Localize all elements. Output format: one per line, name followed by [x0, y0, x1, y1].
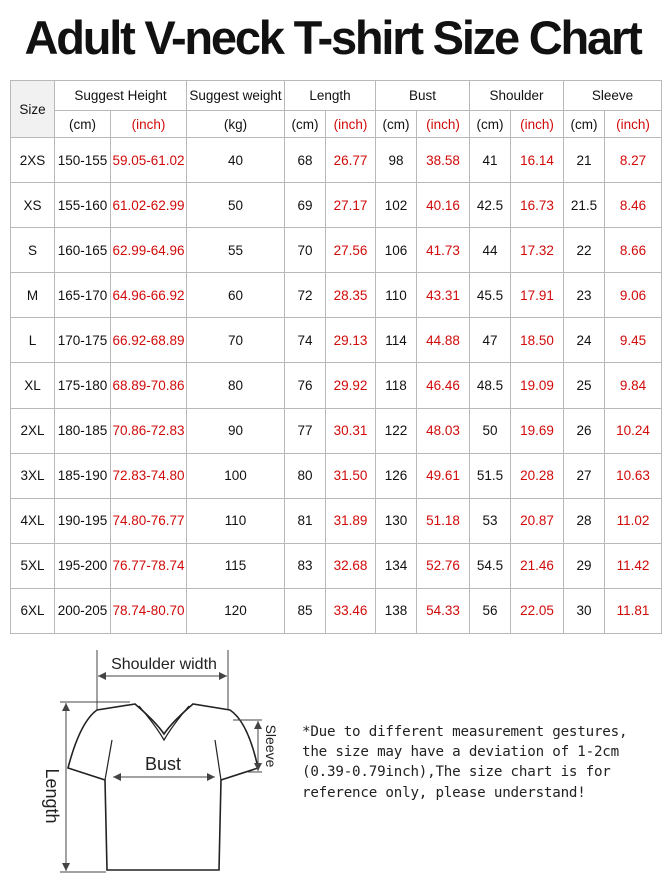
tshirt-measurement-diagram	[0, 640, 300, 889]
unit-cm: (cm)	[376, 111, 417, 138]
weight-kg-cell: 55	[187, 228, 285, 273]
table-row	[11, 363, 662, 408]
sleeve-cm-cell: 27	[564, 453, 605, 498]
height-inch-cell: 62.99-64.96	[111, 228, 187, 273]
height-cm-cell: 200-205	[55, 588, 111, 633]
unit-cm: (cm)	[285, 111, 326, 138]
sleeve-label: Sleeve	[263, 724, 279, 768]
header-row-1	[11, 81, 662, 111]
sleeve-cm-cell: 24	[564, 318, 605, 363]
size-cell: M	[11, 273, 55, 318]
shoulder-inch-cell: 19.09	[511, 363, 564, 408]
bust-cm-cell: 98	[376, 138, 417, 183]
bust-cm-cell: 102	[376, 183, 417, 228]
height-cm-cell: 150-155	[55, 138, 111, 183]
shoulder-cm-cell: 44	[470, 228, 511, 273]
shoulder-cm-cell: 41	[470, 138, 511, 183]
table-row	[11, 138, 662, 183]
bust-inch-cell: 54.33	[417, 588, 470, 633]
header-size: Size	[11, 81, 55, 138]
bust-inch-cell: 46.46	[417, 363, 470, 408]
header-bust: Bust	[376, 81, 470, 111]
arrow-head-icon	[62, 703, 70, 711]
unit-cm: (cm)	[564, 111, 605, 138]
shoulder-cm-cell: 50	[470, 408, 511, 453]
bust-label: Bust	[144, 754, 182, 774]
length-cm-cell: 76	[285, 363, 326, 408]
shoulder-cm-cell: 53	[470, 498, 511, 543]
height-cm-cell: 170-175	[55, 318, 111, 363]
sleeve-inch-cell: 10.24	[605, 408, 662, 453]
weight-kg-cell: 40	[187, 138, 285, 183]
length-cm-cell: 70	[285, 228, 326, 273]
size-cell: 3XL	[11, 453, 55, 498]
length-cm-cell: 83	[285, 543, 326, 588]
length-cm-cell: 85	[285, 588, 326, 633]
disclaimer-note: *Due to different measurement gestures, the size may have a deviation of 1-2cm (0.39-0.79inch),The size chart is for reference only, please understand!	[302, 724, 628, 801]
weight-kg-cell: 50	[187, 183, 285, 228]
sleeve-inch-cell: 11.81	[605, 588, 662, 633]
bust-inch-cell: 40.16	[417, 183, 470, 228]
unit-kg: (kg)	[187, 111, 285, 138]
bust-inch-cell: 49.61	[417, 453, 470, 498]
sleeve-cm-cell: 28	[564, 498, 605, 543]
length-cm-cell: 72	[285, 273, 326, 318]
height-inch-cell: 64.96-66.92	[111, 273, 187, 318]
length-cm-cell: 77	[285, 408, 326, 453]
size-cell: 6XL	[11, 588, 55, 633]
length-cm-cell: 81	[285, 498, 326, 543]
table-row	[11, 453, 662, 498]
size-cell: 2XL	[11, 408, 55, 453]
unit-cm: (cm)	[55, 111, 111, 138]
bust-cm-cell: 122	[376, 408, 417, 453]
sleeve-cm-cell: 29	[564, 543, 605, 588]
unit-inch: (inch)	[417, 111, 470, 138]
table-row	[11, 273, 662, 318]
height-cm-cell: 180-185	[55, 408, 111, 453]
sleeve-inch-cell: 8.66	[605, 228, 662, 273]
sleeve-inch-cell: 9.06	[605, 273, 662, 318]
height-cm-cell: 165-170	[55, 273, 111, 318]
bust-inch-cell: 51.18	[417, 498, 470, 543]
shoulder-cm-cell: 42.5	[470, 183, 511, 228]
sleeve-inch-cell: 10.63	[605, 453, 662, 498]
height-cm-cell: 160-165	[55, 228, 111, 273]
unit-inch: (inch)	[605, 111, 662, 138]
sleeve-cm-cell: 25	[564, 363, 605, 408]
length-cm-cell: 69	[285, 183, 326, 228]
height-cm-cell: 175-180	[55, 363, 111, 408]
height-cm-cell: 195-200	[55, 543, 111, 588]
length-inch-cell: 27.56	[326, 228, 376, 273]
shoulder-inch-cell: 18.50	[511, 318, 564, 363]
length-cm-cell: 74	[285, 318, 326, 363]
sleeve-inch-cell: 9.45	[605, 318, 662, 363]
table-row	[11, 588, 662, 633]
height-cm-cell: 155-160	[55, 183, 111, 228]
sleeve-cm-cell: 22	[564, 228, 605, 273]
header-suggest-weight: Suggest weight	[187, 81, 285, 111]
weight-kg-cell: 90	[187, 408, 285, 453]
arrow-head-icon	[62, 863, 70, 871]
shoulder-width-label: Shoulder width	[111, 656, 217, 673]
weight-kg-cell: 70	[187, 318, 285, 363]
bust-cm-cell: 134	[376, 543, 417, 588]
length-inch-cell: 28.35	[326, 273, 376, 318]
shoulder-inch-cell: 22.05	[511, 588, 564, 633]
shoulder-cm-cell: 47	[470, 318, 511, 363]
sleeve-cm-cell: 21	[564, 138, 605, 183]
shoulder-inch-cell: 17.32	[511, 228, 564, 273]
height-inch-cell: 76.77-78.74	[111, 543, 187, 588]
table-row	[11, 543, 662, 588]
header-length: Length	[285, 81, 376, 111]
weight-kg-cell: 80	[187, 363, 285, 408]
height-inch-cell: 70.86-72.83	[111, 408, 187, 453]
shoulder-inch-cell: 19.69	[511, 408, 564, 453]
shoulder-cm-cell: 45.5	[470, 273, 511, 318]
page-title: Adult V-neck T-shirt Size Chart	[24, 11, 641, 64]
length-cm-cell: 68	[285, 138, 326, 183]
shoulder-cm-cell: 56	[470, 588, 511, 633]
size-cell: S	[11, 228, 55, 273]
bust-inch-cell: 38.58	[417, 138, 470, 183]
bust-inch-cell: 41.73	[417, 228, 470, 273]
sleeve-inch-cell: 8.27	[605, 138, 662, 183]
sleeve-cm-cell: 30	[564, 588, 605, 633]
length-inch-cell: 29.13	[326, 318, 376, 363]
tshirt-outline	[68, 704, 258, 870]
table-row	[11, 183, 662, 228]
sleeve-cm-cell: 26	[564, 408, 605, 453]
bust-inch-cell: 43.31	[417, 273, 470, 318]
unit-inch: (inch)	[326, 111, 376, 138]
unit-inch: (inch)	[511, 111, 564, 138]
height-inch-cell: 78.74-80.70	[111, 588, 187, 633]
table-row	[11, 498, 662, 543]
shoulder-cm-cell: 51.5	[470, 453, 511, 498]
bust-cm-cell: 110	[376, 273, 417, 318]
size-cell: 4XL	[11, 498, 55, 543]
length-inch-cell: 30.31	[326, 408, 376, 453]
shoulder-inch-cell: 16.73	[511, 183, 564, 228]
shoulder-inch-cell: 16.14	[511, 138, 564, 183]
bust-cm-cell: 118	[376, 363, 417, 408]
height-inch-cell: 61.02-62.99	[111, 183, 187, 228]
size-cell: 5XL	[11, 543, 55, 588]
table-row	[11, 228, 662, 273]
length-inch-cell: 31.89	[326, 498, 376, 543]
header-shoulder: Shoulder	[470, 81, 564, 111]
sleeve-inch-cell: 11.42	[605, 543, 662, 588]
size-cell: L	[11, 318, 55, 363]
bust-cm-cell: 126	[376, 453, 417, 498]
size-cell: XL	[11, 363, 55, 408]
length-inch-cell: 33.46	[326, 588, 376, 633]
length-inch-cell: 31.50	[326, 453, 376, 498]
bust-inch-cell: 48.03	[417, 408, 470, 453]
shoulder-inch-cell: 17.91	[511, 273, 564, 318]
shoulder-inch-cell: 21.46	[511, 543, 564, 588]
height-cm-cell: 190-195	[55, 498, 111, 543]
length-inch-cell: 26.77	[326, 138, 376, 183]
height-inch-cell: 59.05-61.02	[111, 138, 187, 183]
shoulder-inch-cell: 20.87	[511, 498, 564, 543]
length-label: Length	[42, 768, 62, 824]
shoulder-cm-cell: 48.5	[470, 363, 511, 408]
sleeve-cm-cell: 23	[564, 273, 605, 318]
length-inch-cell: 32.68	[326, 543, 376, 588]
size-cell: XS	[11, 183, 55, 228]
sleeve-inch-cell: 11.02	[605, 498, 662, 543]
unit-cm: (cm)	[470, 111, 511, 138]
arrow-head-icon	[254, 721, 262, 729]
bust-cm-cell: 138	[376, 588, 417, 633]
sleeve-cm-cell: 21.5	[564, 183, 605, 228]
bust-inch-cell: 44.88	[417, 318, 470, 363]
weight-kg-cell: 110	[187, 498, 285, 543]
size-cell: 2XS	[11, 138, 55, 183]
shoulder-inch-cell: 20.28	[511, 453, 564, 498]
height-inch-cell: 66.92-68.89	[111, 318, 187, 363]
length-inch-cell: 29.92	[326, 363, 376, 408]
weight-kg-cell: 115	[187, 543, 285, 588]
unit-inch: (inch)	[111, 111, 187, 138]
length-cm-cell: 80	[285, 453, 326, 498]
arrow-head-icon	[219, 672, 227, 680]
header-row-2	[11, 111, 662, 138]
weight-kg-cell: 100	[187, 453, 285, 498]
sleeve-inch-cell: 8.46	[605, 183, 662, 228]
height-inch-cell: 72.83-74.80	[111, 453, 187, 498]
sleeve-inch-cell: 9.84	[605, 363, 662, 408]
height-inch-cell: 68.89-70.86	[111, 363, 187, 408]
shoulder-cm-cell: 54.5	[470, 543, 511, 588]
bust-cm-cell: 130	[376, 498, 417, 543]
header-suggest-height: Suggest Height	[55, 81, 187, 111]
bust-cm-cell: 114	[376, 318, 417, 363]
arrow-head-icon	[98, 672, 106, 680]
bust-inch-cell: 52.76	[417, 543, 470, 588]
height-cm-cell: 185-190	[55, 453, 111, 498]
weight-kg-cell: 60	[187, 273, 285, 318]
size-chart-table	[10, 80, 662, 634]
length-inch-cell: 27.17	[326, 183, 376, 228]
table-row	[11, 408, 662, 453]
table-row	[11, 318, 662, 363]
height-inch-cell: 74.80-76.77	[111, 498, 187, 543]
weight-kg-cell: 120	[187, 588, 285, 633]
bust-cm-cell: 106	[376, 228, 417, 273]
header-sleeve: Sleeve	[564, 81, 662, 111]
